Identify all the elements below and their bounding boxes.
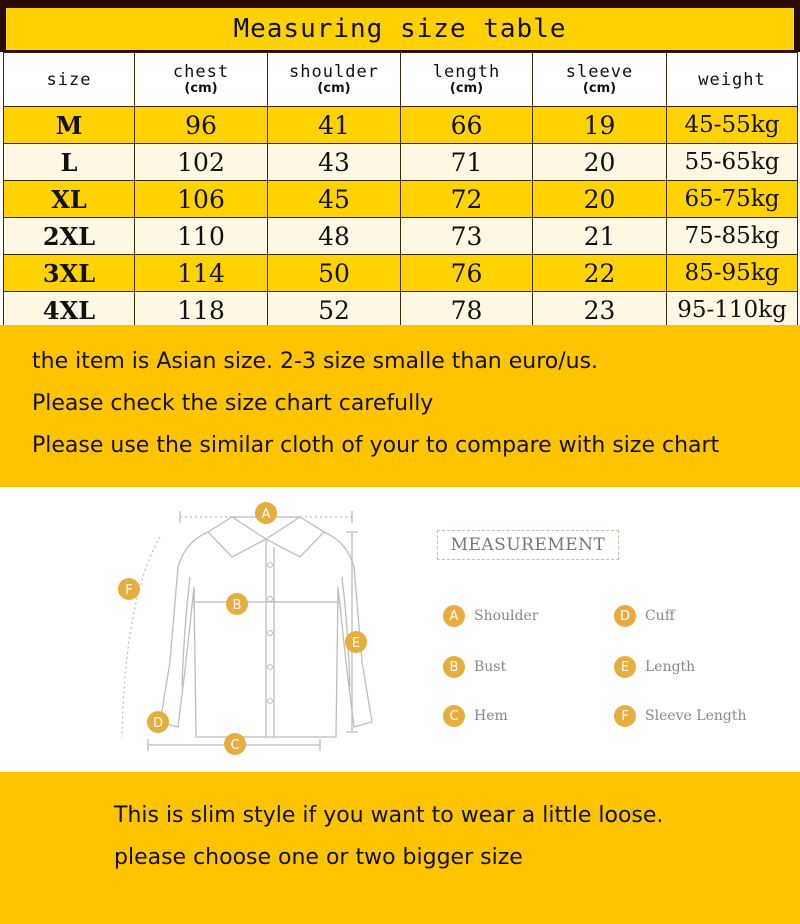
legend-item-bust [443,656,506,678]
shirt-buttons [268,563,273,704]
diagram-badges [118,502,367,755]
shirt-outline [160,517,372,737]
legend-badge: F [614,705,636,727]
sleeve-cell: 19 [533,107,667,144]
header-unit: (cm) [582,80,617,96]
weight-cell: 85-95kg [667,255,798,292]
legend-item-hem [443,705,508,727]
shoulder-cell: 43 [268,144,401,181]
header-length [401,53,533,107]
legend-item-shoulder [443,605,538,627]
legend-badge: C [443,705,465,727]
chest-cell: 114 [135,255,268,292]
legend-item-cuff [614,605,675,627]
table-header-row [4,53,798,107]
svg-text:C: C [230,738,240,753]
legend-item-length [614,656,695,678]
size-notes [0,325,800,487]
legend-badge: A [443,605,465,627]
sleeve-cell: 20 [533,181,667,218]
length-cell: 76 [401,255,533,292]
weight-cell: 45-55kg [667,107,798,144]
page-title: Measuring size table [6,8,794,50]
legend-label: Length [645,659,696,675]
header-label: sleeve [565,61,634,82]
svg-text:D: D [152,716,164,731]
header-weight [667,53,798,107]
svg-text:B: B [232,598,242,613]
header-unit: (cm) [317,80,351,96]
shoulder-cell: 50 [268,255,401,292]
chest-cell: 110 [135,218,268,255]
weight-cell: 55-65kg [667,144,798,181]
length-cell: 73 [401,218,533,255]
shirt-drawing [0,487,800,772]
length-cell: 71 [401,144,533,181]
weight-cell: 65-75kg [667,181,798,218]
sleeve-cell: 23 [533,292,667,329]
size-cell: M [4,107,135,144]
length-cell: 72 [401,181,533,218]
shoulder-cell: 45 [268,181,401,218]
size-cell: XL [4,181,135,218]
table-row [4,107,798,144]
chest-cell: 102 [135,144,268,181]
fit-note-line: please choose one or two bigger size [114,845,523,870]
header-label: shoulder [289,61,379,82]
svg-text:A: A [261,507,271,522]
table-row [4,255,798,292]
chest-cell: 118 [135,292,268,329]
shoulder-cell: 52 [268,292,401,329]
size-cell: 2XL [4,218,135,255]
legend-badge: B [443,656,465,678]
header-label: length [432,61,501,82]
sleeve-cell: 21 [533,218,667,255]
legend-label: Bust [474,659,507,675]
weight-cell: 75-85kg [667,218,798,255]
title-bar [0,0,800,52]
size-cell: 4XL [4,292,135,329]
header-unit: (cm) [184,80,218,96]
table-row [4,144,798,181]
header-sleeve [533,53,667,107]
length-cell: 78 [401,292,533,329]
legend-badge: D [614,605,636,627]
header-label: chest [172,61,230,82]
shoulder-cell: 41 [268,107,401,144]
header-chest [135,53,268,107]
legend-label: Cuff [645,608,675,624]
legend-label: Hem [474,708,508,724]
note-line: Please check the size chart carefully [32,391,434,416]
sleeve-cell: 22 [533,255,667,292]
weight-cell: 95-110kg [667,292,798,329]
size-table [3,52,798,329]
header-label: weight [698,69,766,90]
chest-cell: 96 [135,107,268,144]
length-cell: 66 [401,107,533,144]
measurement-diagram [0,487,800,772]
sleeve-cell: 20 [533,144,667,181]
size-cell: 3XL [4,255,135,292]
legend-item-sleeve-length [614,705,747,727]
note-line: Please use the similar cloth of your to compare with size chart [32,433,720,458]
shoulder-cell: 48 [268,218,401,255]
header-unit: (cm) [449,80,484,96]
table-row [4,218,798,255]
header-shoulder [268,53,401,107]
measurement-title: MEASUREMENT [437,530,619,560]
header-size [4,53,135,107]
legend-label: Sleeve Length [645,708,747,724]
legend-badge: E [614,656,636,678]
fit-notes [0,772,800,924]
svg-text:E: E [351,636,361,651]
size-cell: L [4,144,135,181]
table-row [4,292,798,329]
fit-note-line: This is slim style if you want to wear a little loose. [114,803,664,828]
header-label: size [46,69,92,90]
note-line: the item is Asian size. 2-3 size smalle than euro/us. [32,349,599,374]
svg-text:F: F [125,583,133,598]
table-row [4,181,798,218]
chest-cell: 106 [135,181,268,218]
legend-label: Shoulder [474,608,539,624]
